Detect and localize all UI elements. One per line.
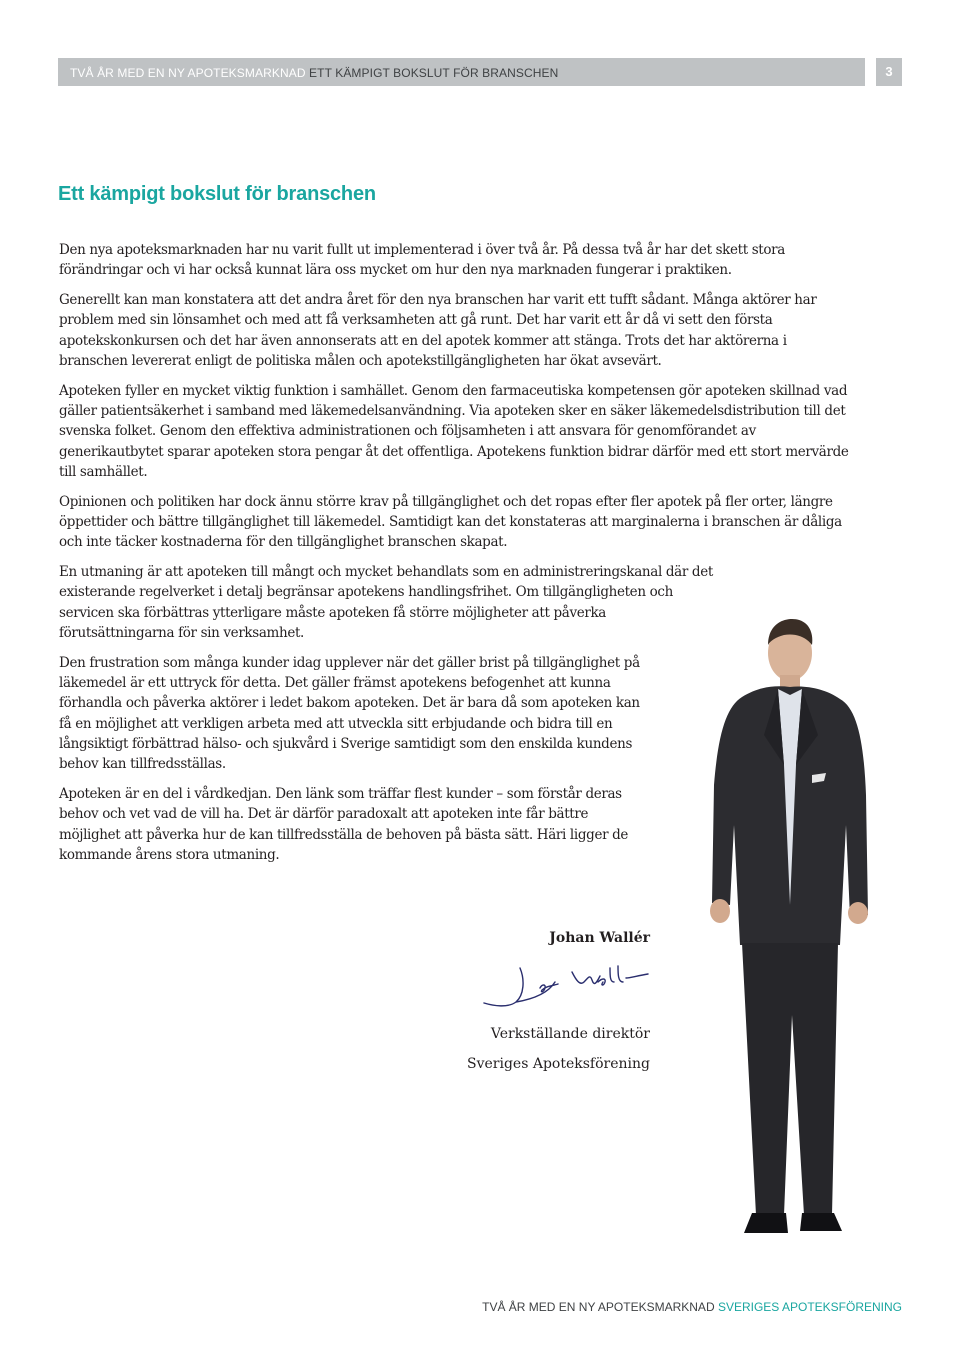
article-title: Ett kämpigt bokslut för branschen [58,183,376,205]
paragraph: Apoteken är en del i vårdkedjan. Den länk som träffar flest kunder – som förstår deras behov och vet vad de vill ha. Det är därför paradoxalt att apoteken inte får bättre möjlighet att påverka hur de kan tillfredsställa de behoven på bästa sätt. Häri ligger de kommande årens stora utmaning. [59,786,629,864]
header-section: ETT KÄMPIGT BOKSLUT FÖR BRANSCHEN [309,66,559,80]
paragraph: Den nya apoteksmarknaden har nu varit fullt ut implementerad i över två år. På dessa två år har det skett stora förändringar och vi har också kunnat lära oss mycket om hur den nya marknaden fungerar i praktiken. [59,242,785,279]
header-publication: TVÅ ÅR MED EN NY APOTEKSMARKNAD [70,66,306,80]
footer-organization: SVERIGES APOTEKSFÖRENING [717,1300,902,1314]
signer-title [467,1019,650,1079]
portrait-photo [700,615,875,1245]
signer-organization: Sveriges Apoteksförening [467,1056,650,1072]
paragraph: Generellt kan man konstatera att det andra året för den nya branschen har varit ett tufft sådant. Många aktörer har problem med sin lönsamhet och med att få verksamheten att gå runt. Det har varit ett år då vi sett den första apotekskonkursen och det har även annonserats att en del apotek kommer att stänga. Trots det har aktörerna i branschen levererat enligt de politiska målen och apotekstillgängligheten har ökat avsevärt. [59,292,817,369]
footer-publication: TVÅ ÅR MED EN NY APOTEKSMARKNAD [482,1300,715,1314]
paragraph: En utmaning är att apoteken till mångt och mycket behandlats som en administreringskanal där det existerande regelverket i detalj begränsar apotekens handlingsfrihet. Om tillgängligheten och servicen ska förbättras ytterligare måste apoteken få större möjligheter att påverka förutsättningarna för sin verksamhet. [59,564,713,642]
paragraph: Apoteken fyller en mycket viktig funktion i samhället. Genom den farmaceutiska kompetensen gör apoteken skillnad vad gäller patientsäkerhet i samband med läkemedelsanvändning. Via apoteken sker en säker läkemedelsdistribution till det svenska folket. Genom den effektiva administrationen och följsamheten i att ansvara för genomförandet av generikautbytet sparar apoteken stora pengar åt det offentliga. Apotekens funktion bidrar därför med ett stort mervärde till samhället. [59,382,849,480]
signer-name: Johan Wallér [549,930,650,946]
handwritten-signature [480,960,655,1015]
page-number: 3 [876,58,902,86]
paragraph: Opinionen och politiken har dock ännu större krav på tillgänglighet och det ropas efter fler apotek på fler orter, längre öppettider och bättre tillgänglighet till läkemedel. Samtidigt kan det konstateras att marginalerna i branschen är dåliga och inte täcker kostnaderna för den tillgänglighet branschen skapat. [59,493,842,551]
signer-role: Verkställande direktör [490,1026,650,1042]
paragraph: Den frustration som många kunder idag upplever när det gäller brist på tillgänglighet på läkemedel är ett uttryck för detta. Det gäller främst apotekens befogenhet att kunna förhandla och påverka aktörer i ledet bakom apoteken. Det är bara då som apoteken kan få en möjlighet att verkligen arbeta med att utveckla sitt erbjudande och bidra till en långsiktigt förbättrad hälso- och sjukvård i Sverige samtidigt som den enskilda kundens behov kan tillfredsställas. [59,654,640,773]
running-footer [482,1300,902,1314]
running-header [70,66,558,80]
